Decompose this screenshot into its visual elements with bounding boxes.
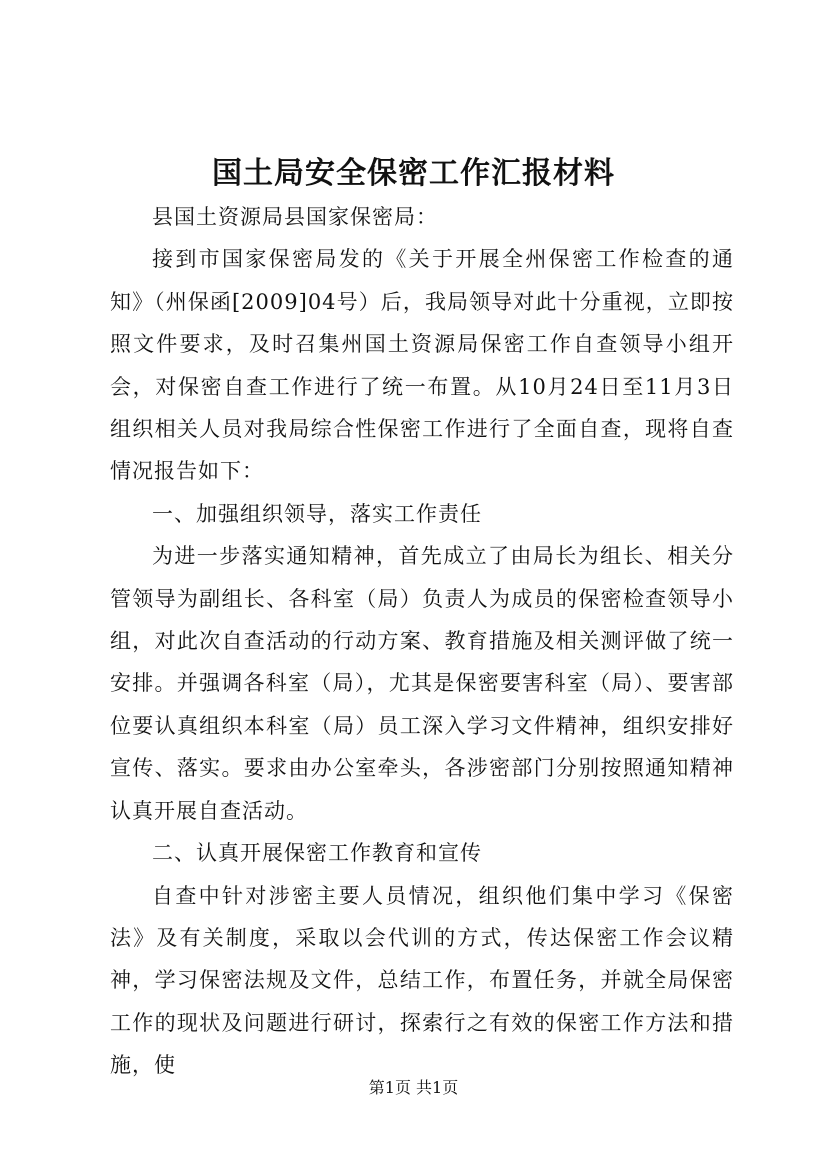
page-footer: 第1页 共1页: [368, 1078, 459, 1097]
salutation-paragraph: 县国土资源局县国家保密局：: [152, 205, 438, 229]
intro-paragraph: 接到市国家保密局发的《关于开展全州保密工作检查的通知》（州保函[2009]04号）后，我局领导对此十分重视，立即按照文件要求，及时召集州国土资源局保密工作自查领导小组开会，对保密自查工作进行了统一布置。从10月24日至11月3日组织相关人员对我局综合性保密工作进行了全面自查，现将自查情况报告如下：: [110, 247, 734, 484]
document-body: [110, 196, 734, 1087]
document-title: 国土局安全保密工作汇报材料: [212, 156, 615, 191]
section-1-paragraph: 为进一步落实通知精神，首先成立了由局长为组长、相关分管领导为副组长、各科室（局）负责人为成员的保密检查领导小组，对此次自查活动的行动方案、教育措施及相关测评做了统一安排。并强调各科室（局），尤其是保密要害科室（局）、要害部位要认真组织本科室（局）员工深入学习文件精神，组织安排好宣传、落实。要求由办公室牵头，各涉密部门分别按照通知精神认真开展自查活动。: [110, 544, 734, 823]
section-2-paragraph: 自查中针对涉密主要人员情况，组织他们集中学习《保密法》及有关制度，采取以会代训的方式，传达保密工作会议精神，学习保密法规及文件，总结工作，布置任务，并就全局保密工作的现状及问题进行研讨，探索行之有效的保密工作方法和措施，使: [110, 883, 734, 1078]
section-heading-2: 二、认真开展保密工作教育和宣传: [152, 841, 482, 866]
section-heading-1: 一、加强组织领导，落实工作责任: [152, 501, 482, 526]
